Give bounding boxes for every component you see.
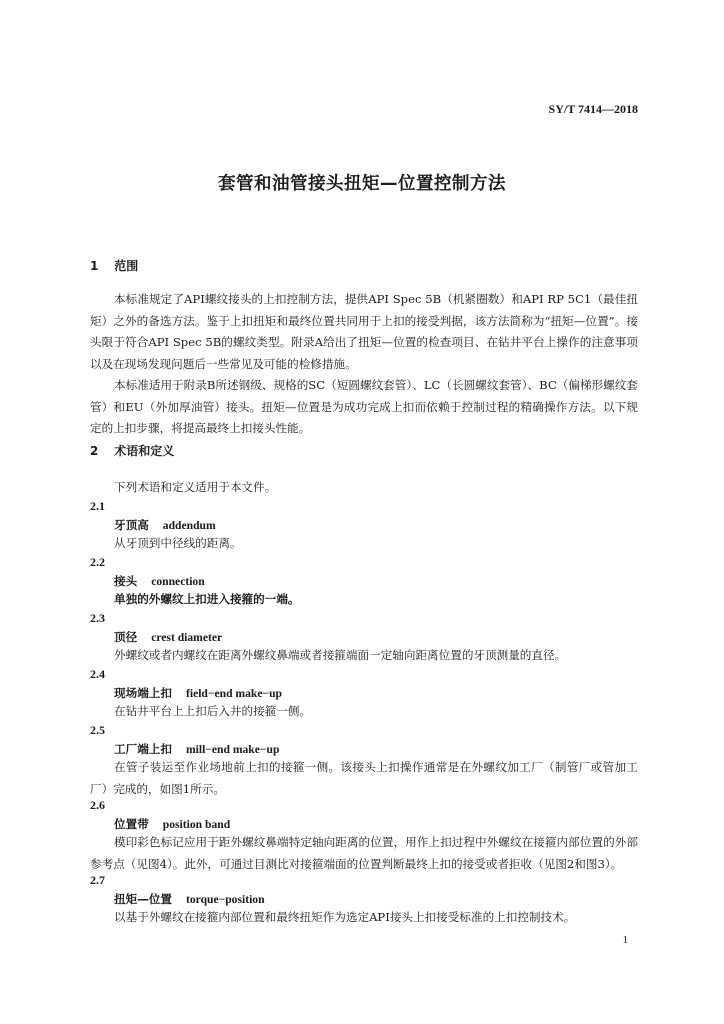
- section-2-heading: [90, 442, 174, 459]
- term-chinese: 现场端上扣: [114, 686, 172, 700]
- term-number: 2.6: [90, 798, 105, 812]
- term-number: 2.5: [90, 723, 105, 737]
- term-entry: [114, 741, 279, 757]
- term-english: connection: [151, 575, 205, 588]
- section-number: 2: [90, 444, 99, 458]
- term-definition: 模印彩色标记应用于距外螺纹鼻端特定轴向距离的位置，用作上扣过程中外螺纹在接箍内部位置的外部参考点（见图4）。此外，可通过目测比对接箍端面的位置判断最终上扣的接受或者拒收（见图2和图3）。: [90, 835, 638, 871]
- term-chinese: 接头: [114, 574, 138, 588]
- page-number: 1: [622, 934, 628, 946]
- term-entry: [114, 816, 230, 832]
- term-english: position band: [162, 818, 231, 831]
- term-entry: [114, 891, 265, 907]
- term-entry: [114, 685, 282, 701]
- term-chinese: 顶径: [114, 630, 138, 644]
- term-entry: [114, 517, 216, 533]
- term-entry: [114, 573, 205, 589]
- term-number: 2.1: [90, 499, 105, 513]
- standard-code: SY/T 7414—2018: [548, 102, 638, 116]
- term-chinese: 扭矩—位置: [114, 892, 172, 906]
- term-chinese: 工厂端上扣: [114, 742, 172, 756]
- term-entry: [114, 629, 222, 645]
- scope-paragraph: 本标准规定了API螺纹接头的上扣控制方法，提供API Spec 5B（机紧圈数）和API RP 5C1（最佳扭矩）之外的备选方法。鉴于上扣扭矩和最终位置共同用于上扣的接受判据，该方法简称为“扭矩—位置”。接头限于符合API Spec 5B的螺纹类型。附录A给出了扭矩—位置的检查项目、在钻井平台上操作的注意事项以及在现场发现问题后一些常见及可能的检修措施。: [90, 292, 638, 371]
- section-title: 术语和定义: [114, 444, 175, 458]
- term-definition: 以基于外螺纹在接箍内部位置和最终扭矩作为选定API接头上扣接受标准的上扣控制技术。: [114, 910, 576, 924]
- term-definition: 在钻井平台上上扣后入井的接箍一侧。: [114, 704, 312, 718]
- term-number: 2.7: [90, 873, 105, 887]
- term-english: torque−position: [185, 893, 265, 906]
- section-1-heading: [90, 257, 138, 274]
- terms-intro: 下列术语和定义适用于本文件。: [114, 480, 277, 494]
- term-chinese: 位置带: [114, 817, 149, 831]
- term-english: mill−end make−up: [185, 743, 280, 756]
- document-title: 套管和油管接头扭矩—位置控制方法: [218, 174, 506, 194]
- term-english: crest diameter: [151, 631, 223, 644]
- term-english: addendum: [162, 519, 216, 532]
- term-number: 2.3: [90, 611, 105, 625]
- section-number: 1: [90, 259, 99, 273]
- scope-paragraph: 本标准适用于附录B所述钢级、规格的SC（短圆螺纹套管）、LC（长圆螺纹套管）、BC（偏梯形螺纹套管）和EU（外加厚油管）接头。扭矩—位置是为成功完成上扣而依赖于控制过程的精确操作方法。以下规定的上扣步骤，将提高最终上扣接头性能。: [90, 378, 638, 435]
- section-title: 范围: [114, 259, 139, 273]
- term-definition: 单独的外螺纹上扣进入接箍的一端。: [114, 592, 300, 606]
- term-definition: 从牙顶到中径线的距离。: [114, 536, 242, 550]
- term-number: 2.2: [90, 555, 105, 569]
- term-number: 2.4: [90, 667, 105, 681]
- term-definition: 在管子装运至作业场地前上扣的接箍一侧。该接头上扣操作通常是在外螺纹加工厂（制管厂或管加工厂）完成的，如图1所示。: [90, 760, 638, 796]
- term-chinese: 牙顶高: [114, 518, 149, 532]
- term-definition: 外螺纹或者内螺纹在距离外螺纹鼻端或者接箍端面一定轴向距离位置的牙顶测量的直径。: [114, 648, 567, 662]
- term-english: field−end make−up: [185, 687, 282, 700]
